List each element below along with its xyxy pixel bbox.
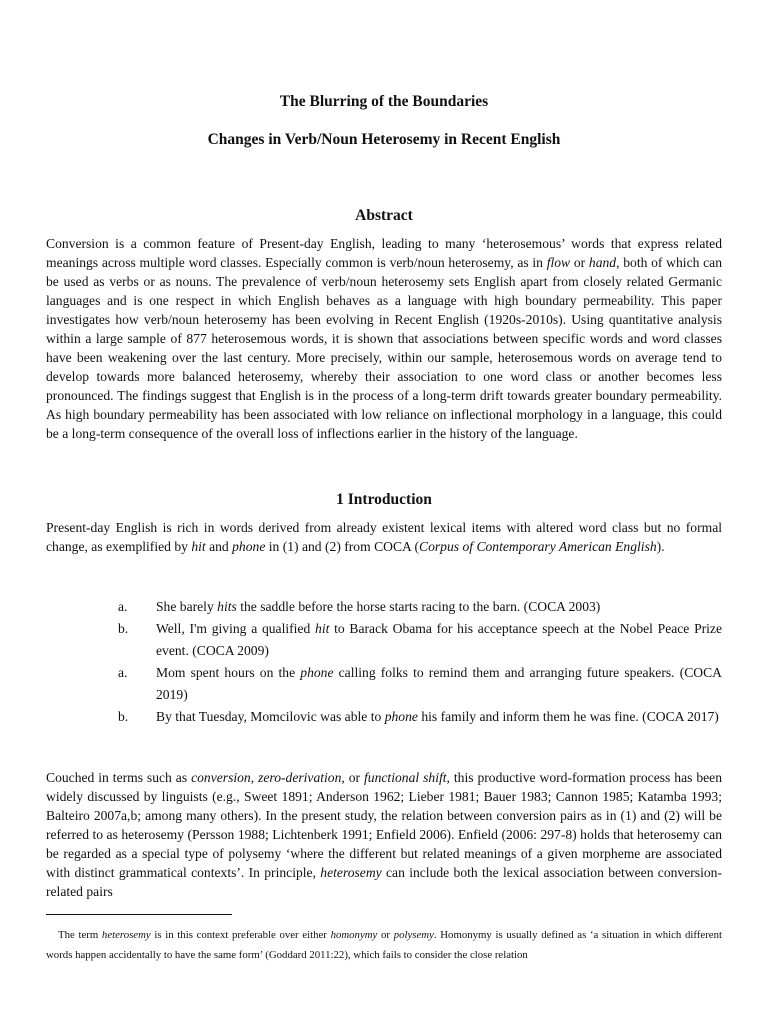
footnote-divider	[46, 914, 232, 915]
term-hit: hit	[191, 539, 206, 554]
example-item	[118, 662, 722, 706]
example-label: b.	[118, 709, 129, 724]
abstract-paragraph: Conversion is a common feature of Present-day English, leading to many ‘heterosemous’ words that express related meanings across multiple word classes. Especially common is verb/noun heterosemy, as in flow or hand, both of which can be used as verbs or as nouns. The prevalence of verb/noun heterosemy sets English apart from closely related Germanic languages and is one respect in which English behaves as a language with high boundary permeability. This paper investigates how verb/noun heterosemy has been evolving in Recent English (1920s-2010s). Using quantitative analysis within a large sample of 877 heterosemous words, it is shown that associations between specific words and word classes have been weakening over the last century. More precisely, within our sample, heterosemous words on average tend to develop towards more balanced heterosemy, whereby their association to one word class or another becomes less pronounced. The findings suggest that English is in the process of a long-term drift towards greater boundary permeability. As high boundary permeability has been associated with low reliance on inflectional morphology in a language, this could be a long-term consequence of the overall loss of inflections earlier in the history of the language.	[46, 236, 722, 441]
paper-title: The Blurring of the Boundaries	[279, 93, 489, 110]
example-item	[118, 618, 722, 662]
section-heading-introduction: 1 Introduction	[336, 491, 432, 508]
example-text: By that Tuesday, Momcilovic was able to phone his family and inform them he was fine. (COCA 2017)	[156, 709, 719, 724]
example-item	[118, 596, 722, 618]
example-label: a.	[118, 599, 128, 614]
footnote: The term heterosemy is in this context preferable over either homonymy or polysemy. Homonymy is usually defined as ‘a situation in which different words happen accidentally to have the same form’ (Goddard 2011:22), which fails to consider the close relation	[46, 929, 722, 961]
example-text: Mom spent hours on the phone calling folks to remind them and arranging future speakers. (COCA 2019)	[156, 665, 722, 702]
intro-paragraph: Present-day English is rich in words derived from already existent lexical items with altered word class but no formal change, as exemplified by hit and phone in (1) and (2) from COCA (Corpus of Contemporary American English).	[46, 520, 722, 554]
body-paragraph: Couched in terms such as conversion, zero-derivation, or functional shift, this productive word-formation process has been widely discussed by linguists (e.g., Sweet 1891; Anderson 1962; Lieber 1981; Bauer 1983; Cannon 1985; Katamba 1993; Balteiro 2007a,b; among many others). In the present study, the relation between conversion pairs as in (1) and (2) will be referred to as heterosemy (Persson 1988; Lichtenberk 1991; Enfield 2006). Enfield (2006: 297-8) holds that heterosemy can be regarded as a special type of polysemy ‘where the different but related meanings of a given morpheme are associated with distinct grammatical contexts’. In principle, heterosemy can include both the lexical association between conversion-related pairs	[46, 770, 722, 899]
term-hand: hand	[588, 255, 617, 270]
paper-subtitle: Changes in Verb/Noun Heterosemy in Recent English	[207, 131, 561, 148]
abstract-heading: Abstract	[355, 207, 413, 224]
example-text: Well, I'm giving a qualified hit to Barack Obama for his acceptance speech at the Nobel Peace Prize event. (COCA 2009)	[156, 621, 723, 658]
example-text: She barely hits the saddle before the horse starts racing to the barn. (COCA 2003)	[156, 599, 601, 614]
example-label: b.	[118, 621, 129, 636]
term-phone: phone	[232, 539, 266, 554]
corpus-name: Corpus of Contemporary American English	[419, 539, 657, 554]
term-flow: flow	[546, 255, 571, 270]
example-label: a.	[118, 665, 128, 680]
example-item	[118, 706, 722, 728]
example-list	[118, 596, 722, 728]
